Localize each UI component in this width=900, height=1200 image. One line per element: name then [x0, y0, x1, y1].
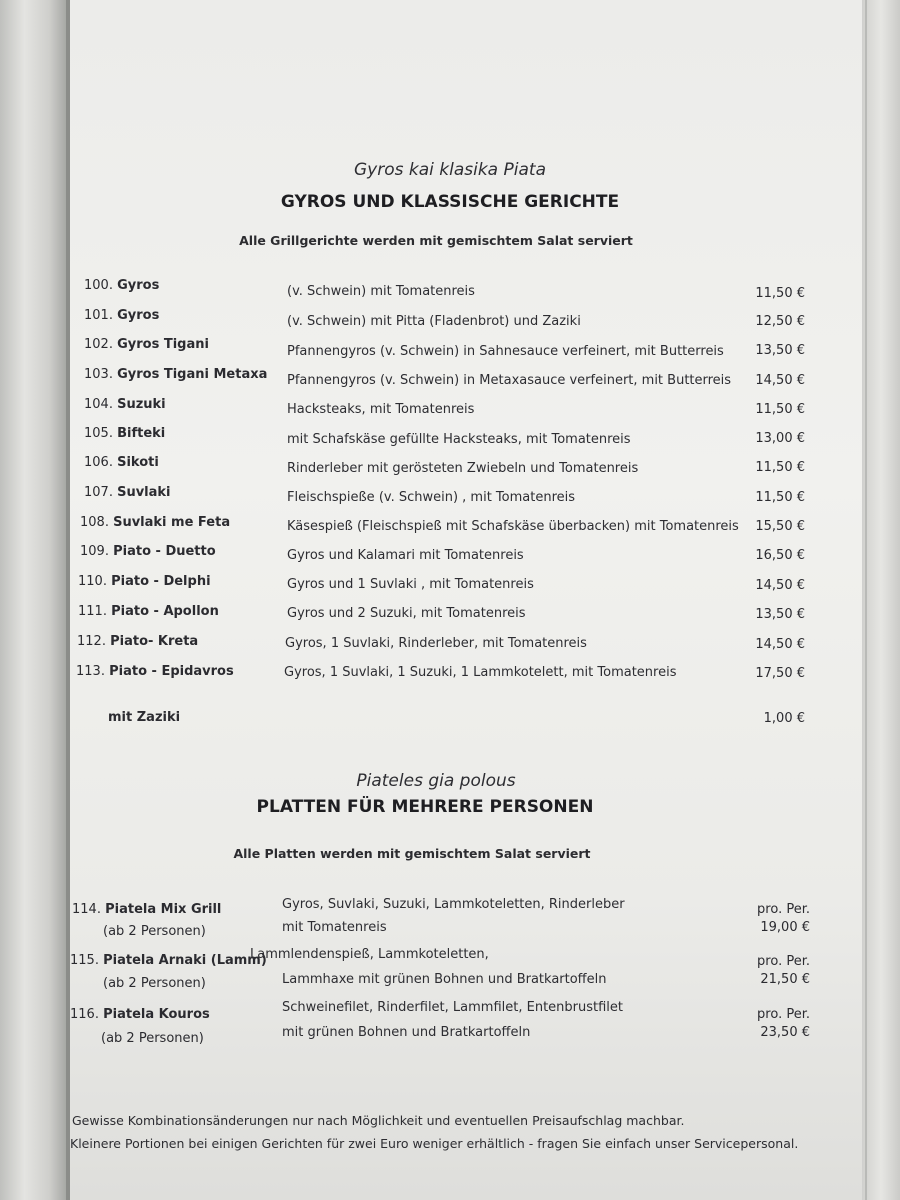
item-name: Suvlaki me Feta [113, 515, 231, 530]
item-description: Gyros und Kalamari mit Tomatenreis [287, 548, 524, 563]
item-name: Piato- Kreta [110, 634, 199, 649]
footer-note-2: Kleinere Portionen bei einigen Gerichten für zwei Euro weniger erhältlich - fragen Sie einfach unser Servicepersonal. [70, 1136, 799, 1151]
item-name: Gyros Tigani Metaxa [117, 367, 268, 382]
item-number: 102. [84, 337, 113, 352]
item-price: 11,50 € [755, 460, 805, 475]
item-number: 101. [84, 308, 113, 323]
item-number: 113. [76, 664, 105, 679]
item-description-line1: Schweinefilet, Rinderfilet, Lammfilet, Entenbrustfilet [282, 1000, 624, 1015]
item-name: Piato - Delphi [111, 574, 211, 589]
item-price: 12,50 € [755, 314, 805, 329]
item-description: Pfannengyros (v. Schwein) in Metaxasauce verfeinert, mit Butterreis [287, 373, 732, 388]
menu-item-108 [0, 515, 900, 537]
menu-item-109 [0, 544, 900, 566]
item-price: 1,00 € [763, 711, 805, 726]
section2-greek-title: Piateles gia polous [356, 771, 516, 791]
item-number: 104. [84, 397, 113, 412]
item-number: 103. [84, 367, 113, 382]
menu-item-100 [0, 278, 900, 300]
item-price: 13,50 € [755, 607, 805, 622]
item-description: Pfannengyros (v. Schwein) in Sahnesauce verfeinert, mit Butterreis [287, 344, 724, 359]
menu-item-107 [0, 485, 900, 507]
item-name: Piato - Apollon [111, 604, 219, 619]
item-price: 17,50 € [755, 666, 805, 681]
section2-subtitle: Alle Platten werden mit gemischtem Salat serviert [233, 846, 591, 861]
item-description: Käsespieß (Fleischspieß mit Schafskäse überbacken) mit Tomatenreis [287, 519, 739, 534]
item-price: 13,00 € [755, 431, 805, 446]
item-name: Gyros Tigani [117, 337, 209, 352]
item-description: Gyros und 1 Suvlaki , mit Tomatenreis [287, 577, 534, 592]
item-number: 116. [70, 1007, 99, 1022]
item-number: 100. [84, 278, 113, 293]
item-description-line1: Lammlendenspieß, Lammkoteletten, [250, 947, 489, 962]
item-number: 111. [78, 604, 107, 619]
item-number: 105. [84, 426, 113, 441]
item-per-person: pro. Per. [757, 902, 810, 917]
item-number: 114. [72, 902, 101, 917]
section1-title: GYROS UND KLASSISCHE GERICHTE [280, 192, 620, 212]
item-per-person: pro. Per. [757, 1007, 810, 1022]
item-description: Rinderleber mit gerösteten Zwiebeln und Tomatenreis [287, 461, 639, 476]
item-price: 11,50 € [755, 286, 805, 301]
item-name: Piatela Arnaki (Lamm) [103, 953, 267, 968]
item-description-line2: Lammhaxe mit grünen Bohnen und Bratkartoffeln [282, 972, 607, 987]
item-name: Suvlaki [117, 485, 171, 500]
item-description: (v. Schwein) mit Tomatenreis [287, 284, 475, 299]
item-number: 115. [70, 953, 99, 968]
item-price: 14,50 € [755, 373, 805, 388]
item-name: mit Zaziki [108, 710, 181, 725]
item-description-line2: mit grünen Bohnen und Bratkartoffeln [282, 1025, 531, 1040]
section1-greek-title: Gyros kai klasika Piata [354, 160, 546, 180]
menu-item-102 [0, 337, 900, 359]
section2-title: PLATTEN FÜR MEHRERE PERSONEN [256, 797, 594, 817]
item-price: 14,50 € [755, 578, 805, 593]
menu-item-106 [0, 455, 900, 477]
item-min-persons: (ab 2 Personen) [101, 1031, 204, 1046]
item-description: Gyros, 1 Suvlaki, Rinderleber, mit Tomatenreis [285, 636, 587, 651]
menu-item-112 [0, 634, 900, 656]
item-price: 13,50 € [755, 343, 805, 358]
menu-item-105 [0, 426, 900, 448]
item-name: Suzuki [117, 397, 166, 412]
item-description-line1: Gyros, Suvlaki, Suzuki, Lammkoteletten, Rinderleber [282, 897, 625, 912]
footer-note-1: Gewisse Kombinationsänderungen nur nach Möglichkeit und eventuellen Preisaufschlag machbar. [72, 1113, 685, 1128]
item-number: 109. [80, 544, 109, 559]
item-name: Bifteki [117, 426, 166, 441]
item-price: 21,50 € [760, 972, 810, 987]
item-description: mit Schafskäse gefüllte Hacksteaks, mit Tomatenreis [287, 432, 631, 447]
menu-item-113 [0, 664, 900, 686]
item-name: Piato - Epidavros [109, 664, 234, 679]
binder-cover [0, 0, 70, 1200]
item-name: Piatela Mix Grill [105, 902, 222, 917]
item-name: Piato - Duetto [113, 544, 216, 559]
item-name: Piatela Kouros [103, 1007, 210, 1022]
item-number: 110. [78, 574, 107, 589]
item-price: 23,50 € [760, 1025, 810, 1040]
sleeve-edge [862, 0, 900, 1200]
item-description: Gyros, 1 Suvlaki, 1 Suzuki, 1 Lammkotelett, mit Tomatenreis [284, 665, 677, 680]
item-price: 15,50 € [755, 519, 805, 534]
menu-item-extra-zaziki [0, 710, 900, 732]
item-price: 19,00 € [760, 920, 810, 935]
item-description: Fleischspieße (v. Schwein) , mit Tomatenreis [287, 490, 576, 505]
menu-item-103 [0, 367, 900, 389]
item-number: 107. [84, 485, 113, 500]
item-description-line2: mit Tomatenreis [282, 920, 387, 935]
item-price: 11,50 € [755, 490, 805, 505]
item-name: Sikoti [117, 455, 159, 470]
item-description: Hacksteaks, mit Tomatenreis [287, 402, 475, 417]
item-description: Gyros und 2 Suzuki, mit Tomatenreis [287, 606, 526, 621]
item-price: 11,50 € [755, 402, 805, 417]
item-per-person: pro. Per. [757, 954, 810, 969]
section1-subtitle: Alle Grillgerichte werden mit gemischtem Salat serviert [239, 233, 633, 248]
menu-item-101 [0, 308, 900, 330]
item-description: (v. Schwein) mit Pitta (Fladenbrot) und Zaziki [287, 314, 581, 329]
item-name: Gyros [117, 278, 160, 293]
item-price: 16,50 € [755, 548, 805, 563]
item-number: 112. [77, 634, 106, 649]
sleeve-line [865, 0, 867, 1200]
item-min-persons: (ab 2 Personen) [103, 924, 206, 939]
menu-item-111 [0, 604, 900, 626]
menu-item-110 [0, 574, 900, 596]
item-price: 14,50 € [755, 637, 805, 652]
item-number: 106. [84, 455, 113, 470]
item-name: Gyros [117, 308, 160, 323]
menu-item-104 [0, 397, 900, 419]
item-min-persons: (ab 2 Personen) [103, 976, 206, 991]
item-number: 108. [80, 515, 109, 530]
